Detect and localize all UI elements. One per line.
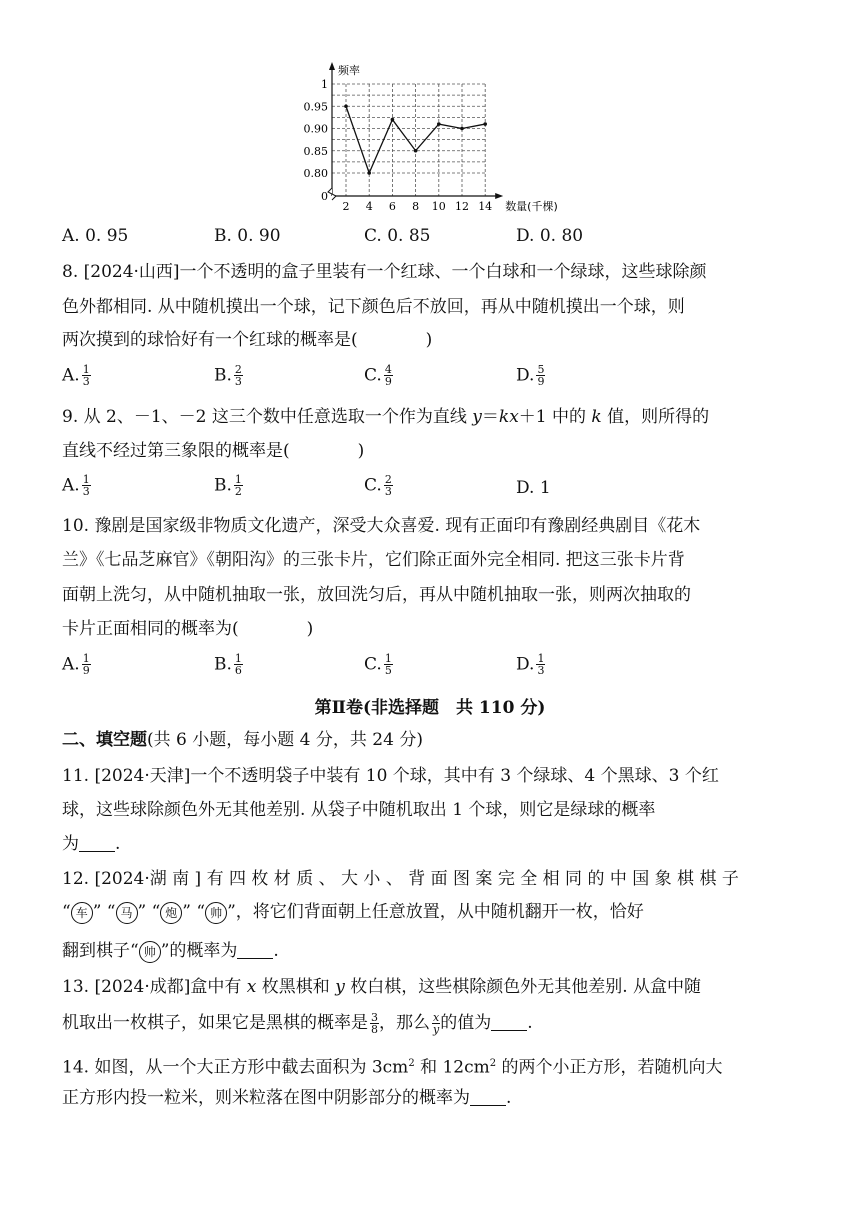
data-point-8 xyxy=(414,149,418,153)
q10-text-line-1: 10. 豫剧是国家级非物质文化遗产，深受大众喜爱. 现有正面印有豫剧经典剧目《花木 xyxy=(62,516,701,536)
data-point-12 xyxy=(460,127,464,131)
x-tick-label-2: 2 xyxy=(342,200,350,213)
data-point-4 xyxy=(367,171,371,175)
chess-piece-shuai-target: 帅 xyxy=(139,941,161,963)
q13-text-line-1: 13. [2024·成都]盒中有 x 枚黑棋和 y 枚白棋，这些棋除颜色外无其他差别. 从盒中随 xyxy=(62,977,702,997)
q10-choice-b[interactable]: B. $\frac{1}{6}$ xyxy=(214,652,242,677)
q10-text-line-2: 兰》《七品芝麻官》《朝阳沟》的三张卡片，它们除正面外完全相同. 把这三张卡片背 xyxy=(62,550,685,570)
q10-text-line-3: 面朝上洗匀，从中随机抽取一张，放回洗匀后，再从中随机抽取一张，则两次抽取的 xyxy=(62,585,691,605)
q12-text-line-2: “ 车 ” “ 马 ” “ 炮 ” “ 帅 ”，将它们背面朝上任意放置，从中随机翻开一枚，恰好 xyxy=(62,902,644,922)
q9-choice-b[interactable]: B. $\frac{1}{2}$ xyxy=(214,473,242,498)
q9-choice-a[interactable]: A. $\frac{1}{3}$ xyxy=(62,473,90,498)
y-tick-label-1: 1 xyxy=(321,78,328,91)
x-tick-label-8: 8 xyxy=(412,200,420,213)
y-tick-label-0.90: 0.90 xyxy=(303,122,328,136)
q10-choice-c[interactable]: C. $\frac{1}{5}$ xyxy=(364,652,392,677)
q8-choices xyxy=(62,364,822,392)
q7-choice-b[interactable]: B. 0. 90 xyxy=(214,226,281,246)
q11-text-line-2: 球，这些球除颜色外无其他差别. 从袋子中随机取出 1 个球，则它是绿球的概率 xyxy=(62,800,656,820)
y-axis-label: 频率 xyxy=(338,64,360,77)
x-tick-label-4: 4 xyxy=(365,200,373,213)
q8-choice-c[interactable]: C. $\frac{4}{9}$ xyxy=(364,363,392,388)
q9-text-line-2: 直线不经过第三象限的概率是( ) xyxy=(62,441,365,461)
x-axis-arrow xyxy=(495,193,503,199)
q10-choice-d[interactable]: D. $\frac{1}{3}$ xyxy=(516,652,545,677)
q8-choice-d[interactable]: D. $\frac{5}{9}$ xyxy=(516,363,545,388)
chess-piece-ma: 马 xyxy=(116,902,138,924)
x-axis-label: 数量(千棵) xyxy=(505,200,558,213)
q8-choice-b[interactable]: B. $\frac{2}{3}$ xyxy=(214,363,242,388)
q7-choice-a[interactable]: A. 0. 95 xyxy=(62,226,129,246)
q9-choices xyxy=(62,474,822,502)
y-tick-label-0.85: 0.85 xyxy=(303,144,328,158)
q12-answer-blank[interactable] xyxy=(237,942,273,959)
x-tick-label-14: 14 xyxy=(478,200,493,213)
q8-choice-a[interactable]: A. $\frac{1}{3}$ xyxy=(62,363,90,388)
q8-text-line-3: 两次摸到的球恰好有一个红球的概率是( ) xyxy=(62,330,433,350)
q7-choices xyxy=(62,226,822,254)
frequency-line-chart xyxy=(290,56,580,222)
y-tick-label-0.80: 0.80 xyxy=(303,167,328,180)
q11-answer-blank[interactable] xyxy=(79,835,115,852)
q8-text-line-1: 8. [2024·山西]一个不透明的盒子里装有一个红球、一个白球和一个绿球，这些球除颜 xyxy=(62,262,707,282)
y-axis-break xyxy=(328,188,336,200)
q10-text-line-4: 卡片正面相同的概率为( ) xyxy=(62,619,314,639)
q10-choice-a[interactable]: A. $\frac{1}{9}$ xyxy=(62,652,90,677)
fill-in-heading: 二、填空题(共 6 小题，每小题 4 分，共 24 分) xyxy=(62,730,423,750)
chess-piece-pao: 炮 xyxy=(160,902,182,924)
q11-text-line-1: 11. [2024·天津]一个不透明袋子中装有 10 个球，其中有 3 个绿球、4 个黑球、3 个红 xyxy=(62,766,719,786)
q7-choice-c[interactable]: C. 0. 85 xyxy=(364,226,431,246)
data-point-14 xyxy=(483,122,487,126)
chess-piece-che: 车 xyxy=(71,902,93,924)
q10-choices xyxy=(62,653,822,681)
q9-choice-d[interactable]: D. 1 xyxy=(516,478,551,498)
data-point-2 xyxy=(344,104,348,108)
q14-text-line-1: 14. 如图，从一个大正方形中截去面积为 $3cm^2$ 和 $12cm^2$ 的两个小正方形，若随机向大 xyxy=(62,1057,723,1078)
q12-text-line-3: 翻到棋子“ 帅 ”的概率为 . xyxy=(62,941,279,961)
y-tick-label-0.95: 0.95 xyxy=(303,100,328,114)
q13-answer-blank[interactable] xyxy=(491,1014,527,1031)
origin-label: 0 xyxy=(321,190,328,203)
q8-text-line-2: 色外都相同. 从中随机摸出一个球，记下颜色后不放回，再从中随机摸出一个球，则 xyxy=(62,297,685,317)
q9-choice-c[interactable]: C. $\frac{2}{3}$ xyxy=(364,473,392,498)
x-tick-label-12: 12 xyxy=(455,200,469,213)
q12-text-line-1: 12. [2024·湖 南 ] 有 四 枚 材 质 、 大 小 、 背 面 图 案 完 全 相 同 的 中 国 象 棋 棋 子 xyxy=(62,869,739,889)
x-tick-label-10: 10 xyxy=(431,200,446,213)
data-point-10 xyxy=(437,122,441,126)
q14-answer-blank[interactable] xyxy=(470,1089,506,1106)
q14-text-line-2: 正方形内投一粒米，则米粒落在图中阴影部分的概率为 . xyxy=(62,1088,512,1108)
q11-text-line-3: 为 . xyxy=(62,834,121,854)
y-axis-arrow xyxy=(329,62,335,70)
section-2-title: 第Ⅱ卷(非选择题 共 110 分) xyxy=(314,698,546,718)
data-point-6 xyxy=(391,118,395,122)
chess-piece-shuai: 帅 xyxy=(205,902,227,924)
x-tick-label-6: 6 xyxy=(388,200,396,213)
q7-choice-d[interactable]: D. 0. 80 xyxy=(516,226,584,246)
q9-text-line-1: 9. 从 2、－1、－2 这三个数中任意选取一个作为直线 y＝kx＋1 中的 k 值，则所得的 xyxy=(62,407,710,427)
q13-text-line-2: 机取出一枚棋子，如果它是黑棋的概率是 $\frac{3}{8}$ ，那么 $\frac{x}{y}$ 的值为 . xyxy=(62,1011,533,1036)
